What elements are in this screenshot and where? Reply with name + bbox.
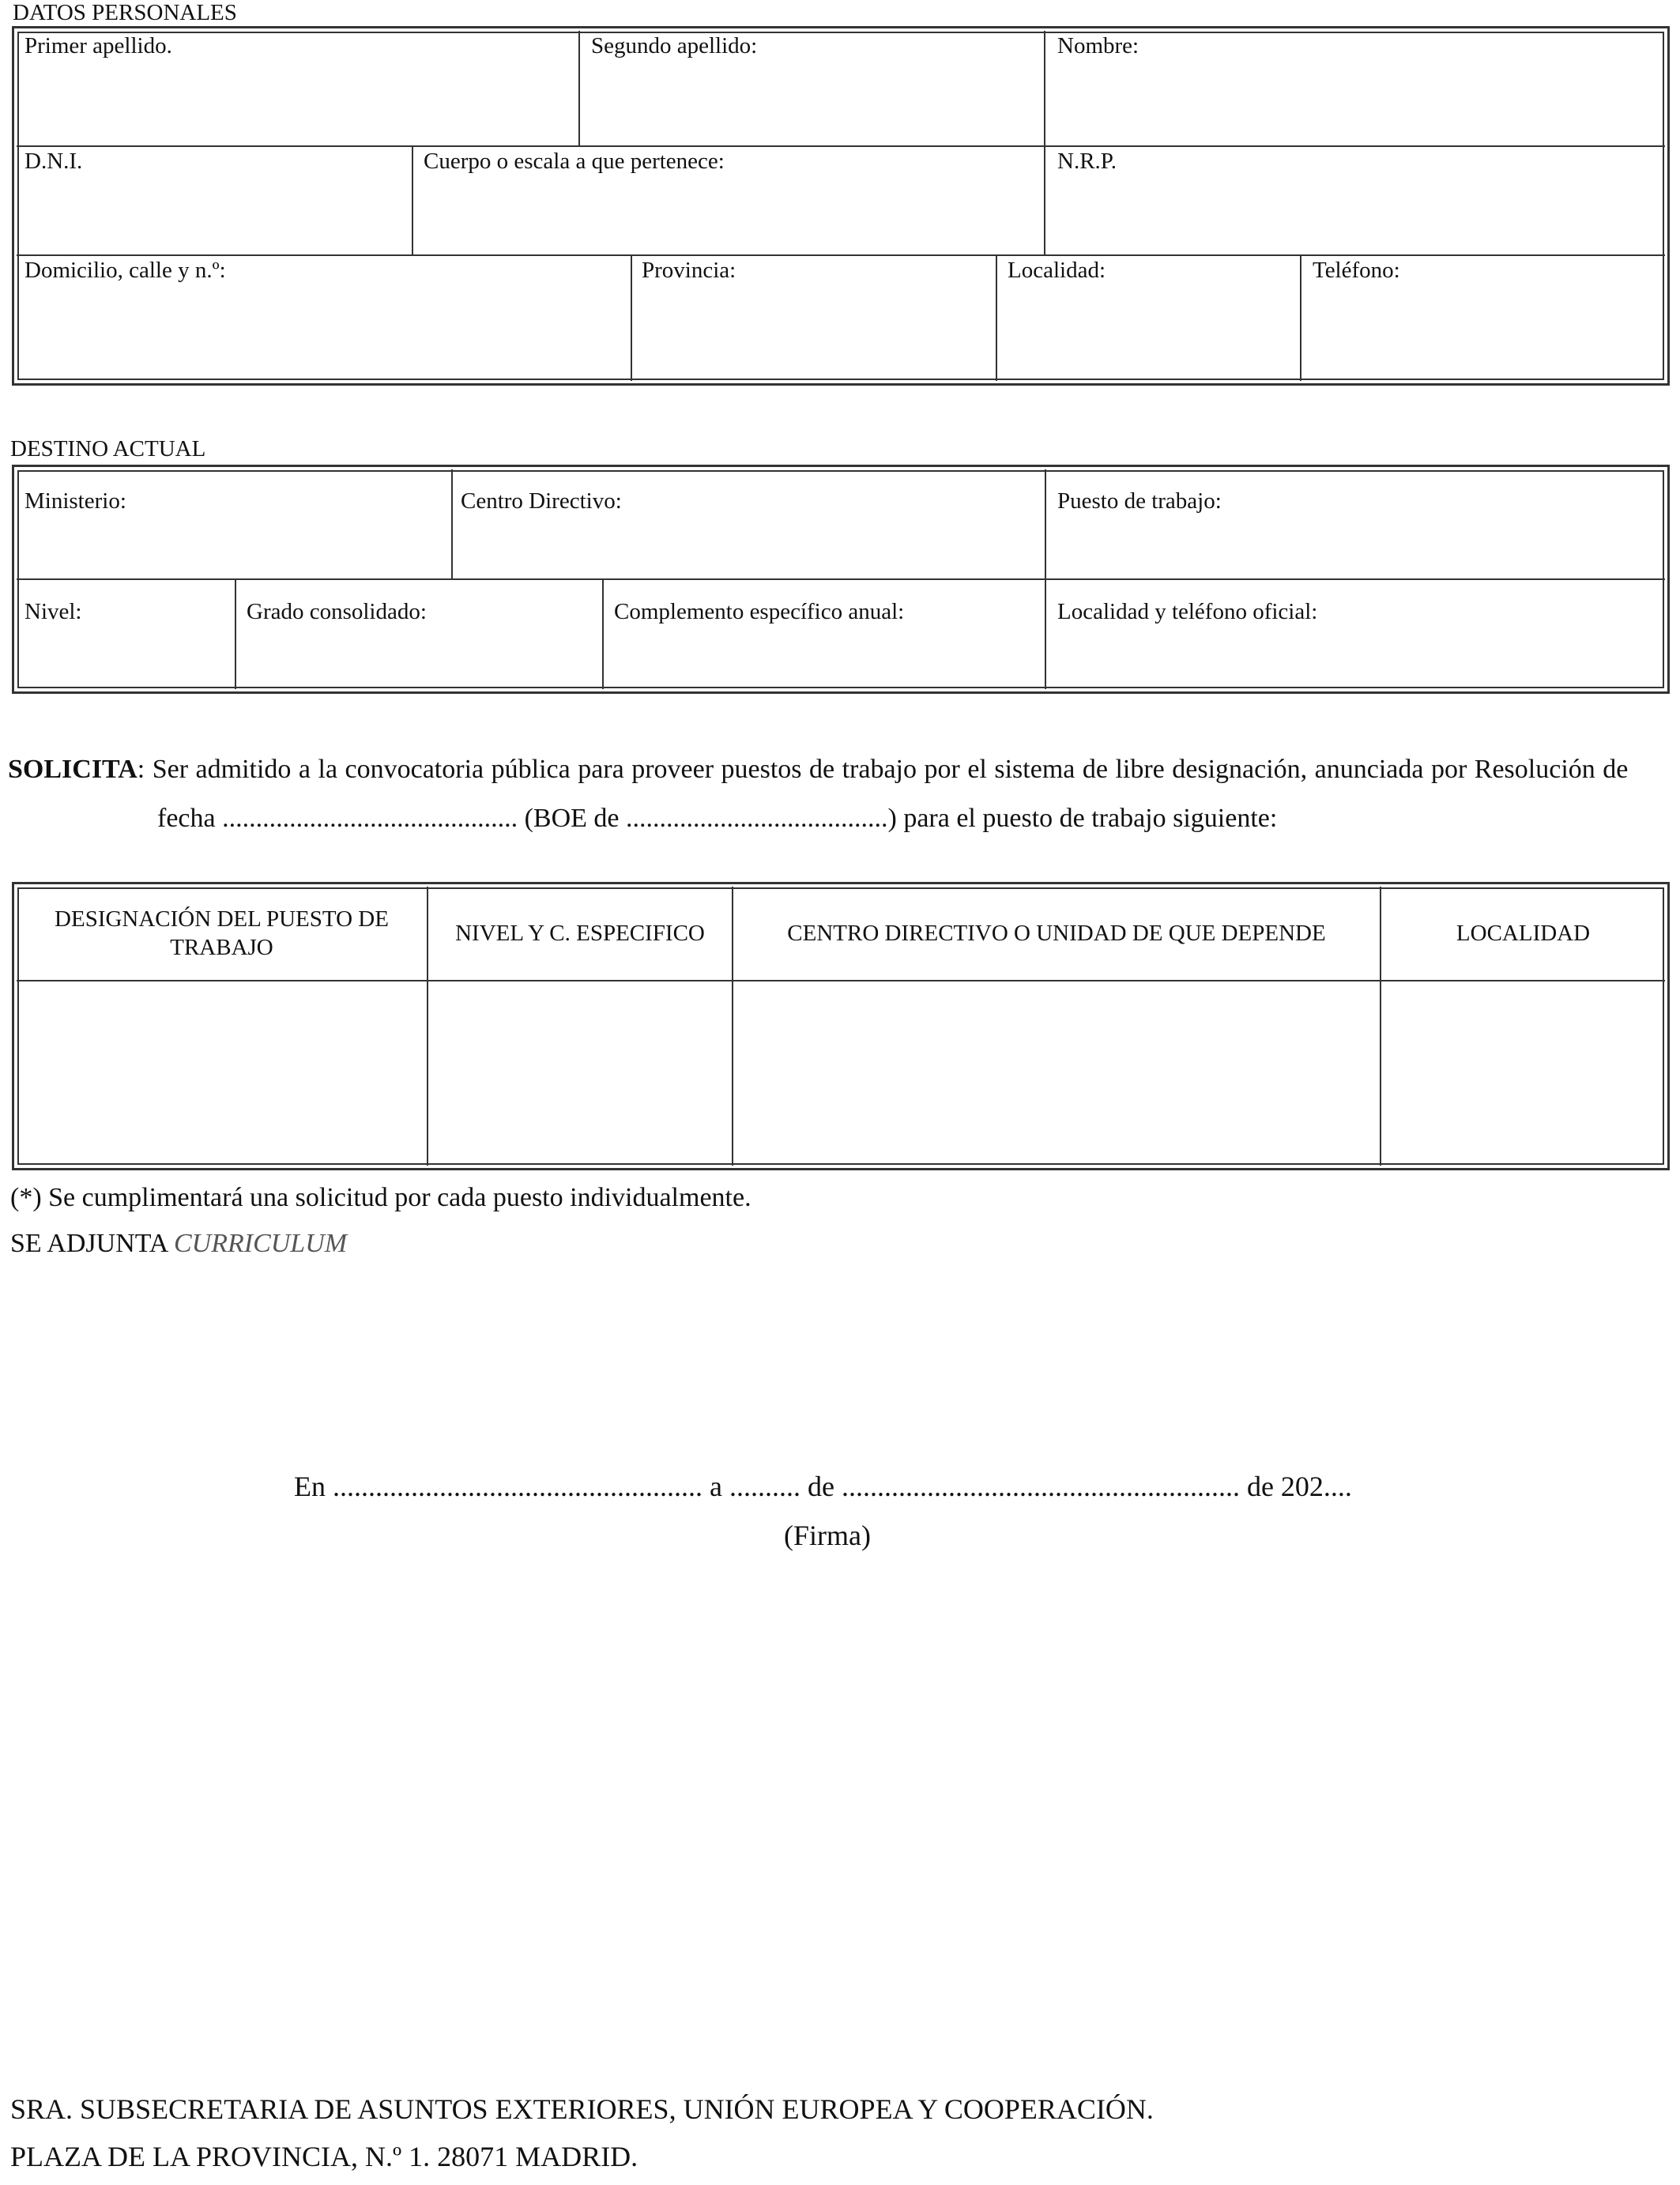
table-header-designacion: DESIGNACIÓN DEL PUESTO DE TRABAJO	[55, 906, 389, 960]
signature-firma: (Firma)	[784, 1520, 871, 1551]
col-divider	[1300, 255, 1301, 381]
label-cuerpo: Cuerpo o escala a que pertenece:	[424, 149, 725, 174]
personal-data-frame	[12, 26, 1670, 386]
col-divider	[602, 579, 604, 689]
solicita-keyword: SOLICITA	[8, 755, 137, 784]
table-header-divider	[17, 980, 1665, 981]
label-provincia: Provincia:	[642, 258, 736, 283]
col-divider	[1044, 31, 1045, 255]
solicita-text: : Ser admitido a la convocatoria pública para proveer puestos de trabajo por el sistema de libre designación, anunciada por Resolución de	[137, 755, 1629, 784]
label-nrp: N.R.P.	[1057, 149, 1117, 174]
col-divider	[235, 579, 236, 689]
label-segundo-apellido: Segundo apellido:	[591, 33, 758, 58]
label-grado: Grado consolidado:	[247, 599, 427, 624]
col-divider	[578, 31, 580, 146]
label-nombre: Nombre:	[1057, 33, 1139, 58]
solicita-line-2: fecha ............................................ (BOE de .......................................) para el puesto de trabajo siguiente:	[157, 804, 1278, 833]
label-puesto-trabajo: Puesto de trabajo:	[1057, 488, 1222, 514]
col-divider	[996, 255, 997, 381]
adjunta-label: SE ADJUNTA	[10, 1229, 168, 1258]
note-adjunta	[10, 1229, 347, 1259]
personal-data-grid	[17, 32, 1664, 380]
row-divider	[17, 145, 1665, 147]
col-divider	[451, 469, 453, 579]
curriculum-label: CURRICULUM	[173, 1229, 348, 1258]
table-header-centro: CENTRO DIRECTIVO O UNIDAD DE QUE DEPENDE	[787, 921, 1326, 946]
label-complemento: Complemento específico anual:	[614, 599, 905, 624]
label-primer-apellido: Primer apellido.	[24, 33, 172, 58]
label-localidad: Localidad:	[1008, 258, 1106, 283]
label-centro-directivo: Centro Directivo:	[461, 488, 622, 514]
row-divider	[17, 254, 1665, 256]
label-ministerio: Ministerio:	[24, 488, 126, 514]
label-domicilio: Domicilio, calle y n.º:	[24, 258, 226, 283]
address-line-2: PLAZA DE LA PROVINCIA, N.º 1. 28071 MADRID.	[10, 2141, 638, 2172]
label-nivel: Nivel:	[24, 599, 82, 624]
label-localidad-telefono: Localidad y teléfono oficial:	[1057, 599, 1318, 624]
row-divider	[17, 578, 1665, 580]
section-title-datos-personales: DATOS PERSONALES	[13, 0, 237, 25]
note-individual: (*) Se cumplimentará una solicitud por cada puesto individualmente.	[10, 1183, 751, 1212]
col-divider	[1045, 469, 1046, 689]
label-telefono: Teléfono:	[1313, 258, 1400, 283]
col-divider	[412, 146, 413, 255]
address-line-1: SRA. SUBSECRETARIA DE ASUNTOS EXTERIORES, UNIÓN EUROPEA Y COOPERACIÓN.	[10, 2093, 1154, 2125]
solicita-line-1	[8, 755, 1672, 785]
table-header-nivel: NIVEL Y C. ESPECIFICO	[455, 921, 705, 946]
section-title-destino-actual: DESTINO ACTUAL	[10, 436, 206, 461]
table-header-localidad: LOCALIDAD	[1456, 921, 1591, 946]
col-divider	[631, 255, 632, 381]
signature-place-date: En .................................................... a .......... de ........................................................ de 202....	[294, 1471, 1352, 1502]
label-dni: D.N.I.	[24, 149, 83, 174]
